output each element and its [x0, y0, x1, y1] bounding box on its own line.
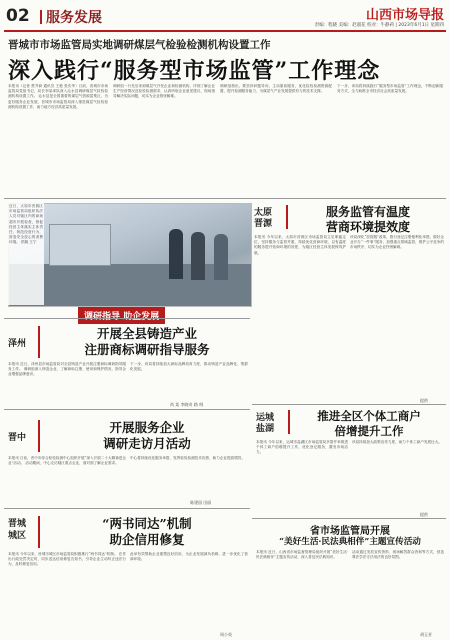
taiyuan-title-2: 营商环境提效度 — [325, 220, 410, 234]
page-number: 02 — [6, 6, 30, 26]
lead-body-col1: 本报讯（记者 贾齐商 通讯员 王艳 张庆华）日前，晋城市市场监管局党组书记、局长李某率队深入沁水县调研煤层气检验检测机构设置工作。 沁水县是全国重要的煤层气资源富集区，为更好服务企业发展，晋城市市场监管局深入推进煤层气检验检测机构设置工作，助力地方经济高质量发展。 — [8, 84, 108, 109]
lead-headline: 深入践行“服务型市场监管”工作理念 — [8, 58, 381, 84]
zezhou-body-col2: 下一步，该局将持续加大商标品牌培育力度，推动铸造产业品牌化、集群化发展。 — [130, 362, 248, 372]
jincheng-separator — [4, 508, 250, 509]
title-rule — [38, 516, 40, 548]
yuncheng-title-2: 倍增提升工作 — [334, 424, 404, 438]
lead-separator — [4, 198, 446, 199]
location-taiyuan: 太原 — [254, 208, 273, 218]
taiyuan-credit: 提供 — [420, 398, 428, 403]
jinzhong-separator — [4, 409, 250, 410]
yuncheng-separator — [252, 404, 446, 405]
location-jinzhong: 晋中 — [8, 433, 27, 443]
zezhou-credit: 尚 某 李晓奇 路 纲 — [170, 402, 204, 407]
jincheng-body-col1: 本报讯 今年以来，晋城市城区市场监管局积极推行“两书同达”机制。 在作出行政处罚决定时，同步送达信用修复告知书，引导企业主动纠正违法行为，及时修复信用。 — [8, 552, 126, 567]
title-rule — [286, 205, 288, 229]
lead-body-col3: 调研组指出，要坚持问题导向，主动靠前服务，优化检验检测资源配置，提升检测服务能力，为煤层气产业发展提供有力的技术支撑。 — [220, 84, 332, 94]
photo-caption: 近日，太原市晋源区市场监管局组织执法人员对辖区内的商场超市开展检查，督促经营主体落实主体责任，规范经营行为，营造安全放心的消费环境。 供稿 王宁 — [8, 203, 44, 305]
zezhou-separator — [4, 318, 250, 319]
province-title-1: 省市场监管局开展 — [310, 526, 390, 537]
taiyuan-body-col1: 本报讯 今年以来，太原市晋源区市场监管局立足职能定位，坚持服务与监管并重，持续优化营商环境，以有温度的服务提升营商环境的效度，为辖区经营主体发展保驾护航。 — [254, 235, 346, 255]
jincheng-credit: 周小英 — [220, 632, 232, 637]
title-rule — [288, 410, 290, 434]
location-jincheng: 晋城 — [8, 519, 27, 529]
lead-body-col2: 调研组一行先后来到煤层气开发企业和检测机构，详细了解企业生产经营情况及检验检测需求，认真听取企业意见建议，现场指导解决实际问题，切实为企业排忧解难。 — [113, 84, 215, 99]
jinzhong-credit: 陈建国 田丽 — [190, 500, 212, 505]
header-meta: 责编：程晓 美编：赵淑花 校对：牛静莉 | 2023年6月1日 星期四 — [314, 23, 444, 28]
news-photo — [8, 203, 252, 307]
zezhou-title-1: 开展全县铸造产业 — [96, 326, 197, 341]
location-zezhou: 泽州 — [8, 339, 27, 349]
jinzhong-title-2: 调研走访月活动 — [103, 436, 191, 451]
jinzhong-title-1: 开展服务企业 — [109, 420, 185, 435]
location-jinyuan: 晋源 — [254, 219, 273, 229]
photo-credit: 供稿 王宁 — [20, 240, 37, 245]
yuncheng-body-col1: 本报讯 今年以来，运城市盐湖区市场监管局多措并举推进个体工商户倍增提升工作，优化登记服务，激发市场活力。 — [256, 440, 348, 455]
jincheng-title-1: “两书同达”机制 — [102, 516, 192, 531]
location-chengqu: 城区 — [8, 531, 27, 541]
taiyuan-title-1: 服务监管有温度 — [325, 205, 410, 219]
title-rule — [38, 326, 40, 358]
taiyuan-body-col2: 该局深化“放管服”改革，推行登记注册便利化举措，做好企业开办“一件事”服务，加强重点领域监管，维护公平竞争的市场秩序，切实为企业纾困解难。 — [350, 235, 444, 250]
title-rule — [38, 420, 40, 452]
jincheng-body-col2: 此举有效帮助企业重塑良好信用，为企业发展减负松绑，进一步优化了营商环境。 — [130, 552, 248, 562]
location-yanhu: 盐湖 — [256, 424, 275, 434]
province-body-col2: 活动通过发放宣传资料、现场解答群众咨询等方式，营造尊法学法守法用法的良好氛围。 — [352, 550, 444, 560]
province-credit: 胡玉芳 — [420, 632, 432, 637]
lead-body-col4: 下一步，该局将持续践行“服务型市场监管”工作理念，不断创新服务方式，全力助推全市经济社会高质量发展。 — [337, 84, 443, 94]
newspaper-name: 山西市场导报 — [365, 8, 444, 23]
province-separator — [252, 518, 446, 519]
province-body-col1: 本报讯 近日，山西省市场监督管理局组织开展“美好生活·民法典相伴”主题宣传活动，深入普及民法典知识。 — [256, 550, 348, 560]
section-title: 服务发展 — [46, 10, 102, 26]
jinzhong-body-col1: 本报讯 日前，晋中市综合检验检测中心组织开展“深入开展二十大精神进企业”活动。 活动期间，中心走访辖区重点企业，面对面了解企业需求。 — [8, 456, 126, 466]
header-rule — [4, 30, 446, 32]
lead-subtitle: 晋城市市场监管局实地调研煤层气检验检测机构设置工作 — [8, 39, 271, 51]
yuncheng-title-1: 推进全区个体工商户 — [317, 409, 421, 423]
header-divider — [40, 10, 42, 24]
yuncheng-credit: 提供 — [420, 512, 428, 517]
survey-banner: 调研指导 助企发展 — [78, 307, 165, 324]
location-yuncheng: 运城 — [256, 413, 275, 423]
zezhou-title-2: 注册商标调研指导服务 — [84, 342, 210, 357]
jinzhong-body-col2: 中心将持续优化服务举措，发挥检验检测技术优势，助力企业提质增效。 — [130, 456, 245, 460]
yuncheng-body-col2: 该局持续加大政策宣传力度，助力个体工商户发展壮大。 — [352, 440, 442, 444]
province-title-2: “美好生活·民法典相伴”主题宣传活动 — [279, 537, 421, 547]
zezhou-body-col1: 本报讯 近日，泽州县市场监管局对全县铸造产业开展注册商标调研指导服务工作。 调研组深入铸造企业，了解商标注册、使用和保护情况，指导企业增强品牌意识。 — [8, 362, 126, 377]
jincheng-title-2: 助企信用修复 — [109, 532, 185, 547]
